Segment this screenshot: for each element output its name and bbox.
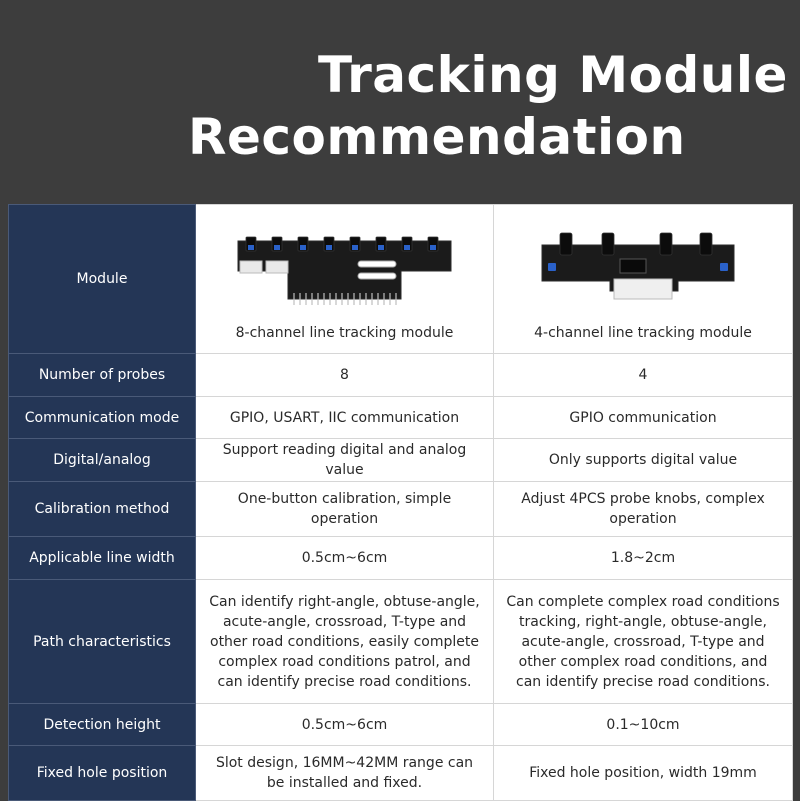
table-row	[9, 354, 793, 397]
table-row	[9, 746, 793, 801]
row-label: Calibration method	[9, 482, 196, 537]
table-row	[9, 537, 793, 580]
row-value-4ch: GPIO communication	[494, 397, 793, 439]
row-value-8ch: GPIO, USART, IIC communication	[196, 397, 494, 439]
row-label-module: Module	[9, 205, 196, 354]
title-line-1: Tracking Module	[318, 46, 788, 104]
module-cell-4ch	[494, 205, 793, 354]
title-line-2: Recommendation	[188, 108, 686, 166]
row-label: Number of probes	[9, 354, 196, 397]
module-cell-8ch	[196, 205, 494, 354]
module-name-4ch: 4-channel line tracking module	[534, 325, 752, 341]
row-value-8ch: 0.5cm~6cm	[196, 704, 494, 746]
row-value-8ch: Can identify right-angle, obtuse-angle, acute-angle, crossroad, T-type and other road conditions, easily complete complex road conditions patrol, and can identify precise road conditions.	[196, 580, 494, 704]
table-row	[9, 704, 793, 746]
row-value-4ch: 1.8~2cm	[494, 537, 793, 580]
table-row-module	[9, 205, 793, 354]
table-row	[9, 580, 793, 704]
row-value-4ch: Adjust 4PCS probe knobs, complex operation	[494, 482, 793, 537]
module-name-8ch: 8-channel line tracking module	[235, 325, 454, 341]
8-channel-module-image	[196, 215, 494, 305]
table-row	[9, 397, 793, 439]
row-value-4ch: Can complete complex road conditions tracking, right-angle, obtuse-angle, acute-angle, crossroad, T-type and other complex road conditions, and can identify precise road conditions.	[494, 580, 793, 704]
row-label: Detection height	[9, 704, 196, 746]
row-value-8ch: Support reading digital and analog value	[196, 439, 494, 482]
4-channel-module-image	[494, 215, 793, 305]
row-value-4ch: 4	[494, 354, 793, 397]
row-label: Applicable line width	[9, 537, 196, 580]
row-value-8ch: 8	[196, 354, 494, 397]
row-label: Digital/analog	[9, 439, 196, 482]
table-row	[9, 439, 793, 482]
row-value-4ch: Fixed hole position, width 19mm	[494, 746, 793, 801]
row-label: Fixed hole position	[9, 746, 196, 801]
row-label: Path characteristics	[9, 580, 196, 704]
row-value-4ch: 0.1~10cm	[494, 704, 793, 746]
row-value-8ch: Slot design, 16MM~42MM range can be installed and fixed.	[196, 746, 494, 801]
page-title	[0, 0, 800, 204]
row-value-4ch: Only supports digital value	[494, 439, 793, 482]
table-row	[9, 482, 793, 537]
comparison-table	[8, 204, 793, 801]
row-value-8ch: 0.5cm~6cm	[196, 537, 494, 580]
row-label: Communication mode	[9, 397, 196, 439]
row-value-8ch: One-button calibration, simple operation	[196, 482, 494, 537]
